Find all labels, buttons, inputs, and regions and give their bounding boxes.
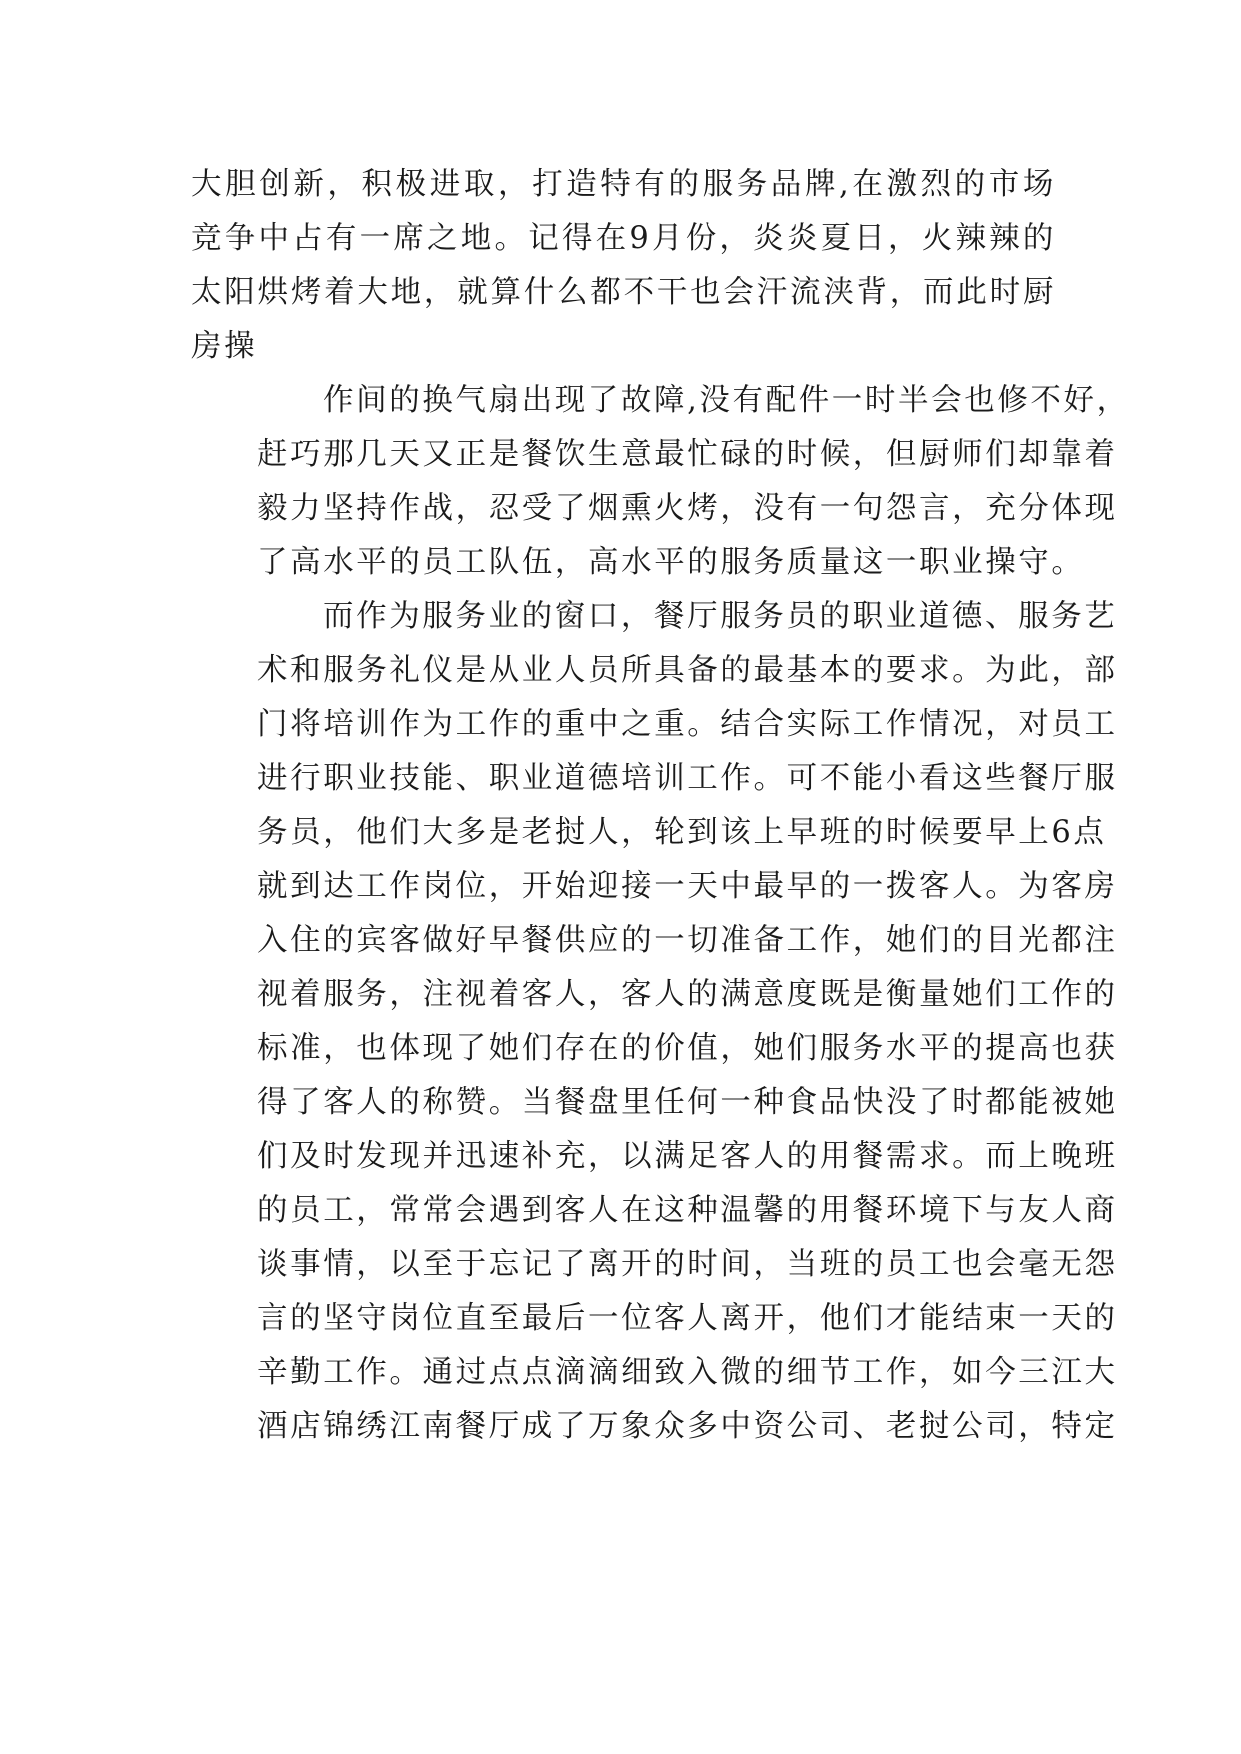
text-line: 门将培训作为工作的重中之重。结合实际工作情况，对员工 (257, 707, 1118, 742)
text-line: 毅力坚持作战，忍受了烟熏火烤，没有一句怨言，充分体现 (257, 491, 1118, 526)
text-line: 务员，他们大多是老挝人，轮到该上早班的时候要早上6点 (257, 815, 1107, 850)
text-line: 的员工，常常会遇到客人在这种温馨的用餐环境下与友人商 (257, 1193, 1118, 1228)
paragraph (191, 374, 1130, 590)
text-line: 太阳烘烤着大地，就算什么都不干也会汗流浃背，而此时厨 (191, 275, 1056, 310)
text-line: 房操 (191, 329, 258, 364)
paragraph (191, 590, 1118, 1454)
text-line: 竞争中占有一席之地。记得在9月份，炎炎夏日，火辣辣的 (191, 221, 1056, 256)
text-line: 作间的换气扇出现了故障,没有配件一时半会也修不好， (323, 383, 1130, 418)
paragraph (191, 158, 1056, 374)
text-line: 言的坚守岗位直至最后一位客人离开，他们才能结束一天的 (257, 1301, 1118, 1336)
text-line: 进行职业技能、职业道德培训工作。可不能小看这些餐厅服 (257, 761, 1118, 796)
text-line: 大胆创新，积极进取，打造特有的服务品牌,在激烈的市场 (191, 167, 1056, 202)
text-line: 酒店锦绣江南餐厅成了万象众多中资公司、老挝公司，特定 (257, 1409, 1118, 1444)
text-line: 们及时发现并迅速补充，以满足客人的用餐需求。而上晚班 (257, 1139, 1118, 1174)
text-line: 入住的宾客做好早餐供应的一切准备工作，她们的目光都注 (257, 923, 1118, 958)
text-line: 术和服务礼仪是从业人员所具备的最基本的要求。为此，部 (257, 653, 1118, 688)
text-line: 标准，也体现了她们存在的价值，她们服务水平的提高也获 (257, 1031, 1118, 1066)
text-line: 而作为服务业的窗口，餐厅服务员的职业道德、服务艺 (323, 599, 1118, 634)
text-line: 就到达工作岗位，开始迎接一天中最早的一拨客人。为客房 (257, 869, 1118, 904)
text-line: 赶巧那几天又正是餐饮生意最忙碌的时候，但厨师们却靠着 (257, 437, 1118, 472)
text-line: 得了客人的称赞。当餐盘里任何一种食品快没了时都能被她 (257, 1085, 1118, 1120)
text-line: 了高水平的员工队伍，高水平的服务质量这一职业操守。 (257, 545, 1085, 580)
text-line: 辛勤工作。通过点点滴滴细致入微的细节工作，如今三江大 (257, 1355, 1118, 1390)
text-line: 谈事情，以至于忘记了离开的时间，当班的员工也会毫无怨 (257, 1247, 1118, 1282)
text-line: 视着服务，注视着客人，客人的满意度既是衡量她们工作的 (257, 977, 1118, 1012)
document-body (191, 158, 1130, 1454)
